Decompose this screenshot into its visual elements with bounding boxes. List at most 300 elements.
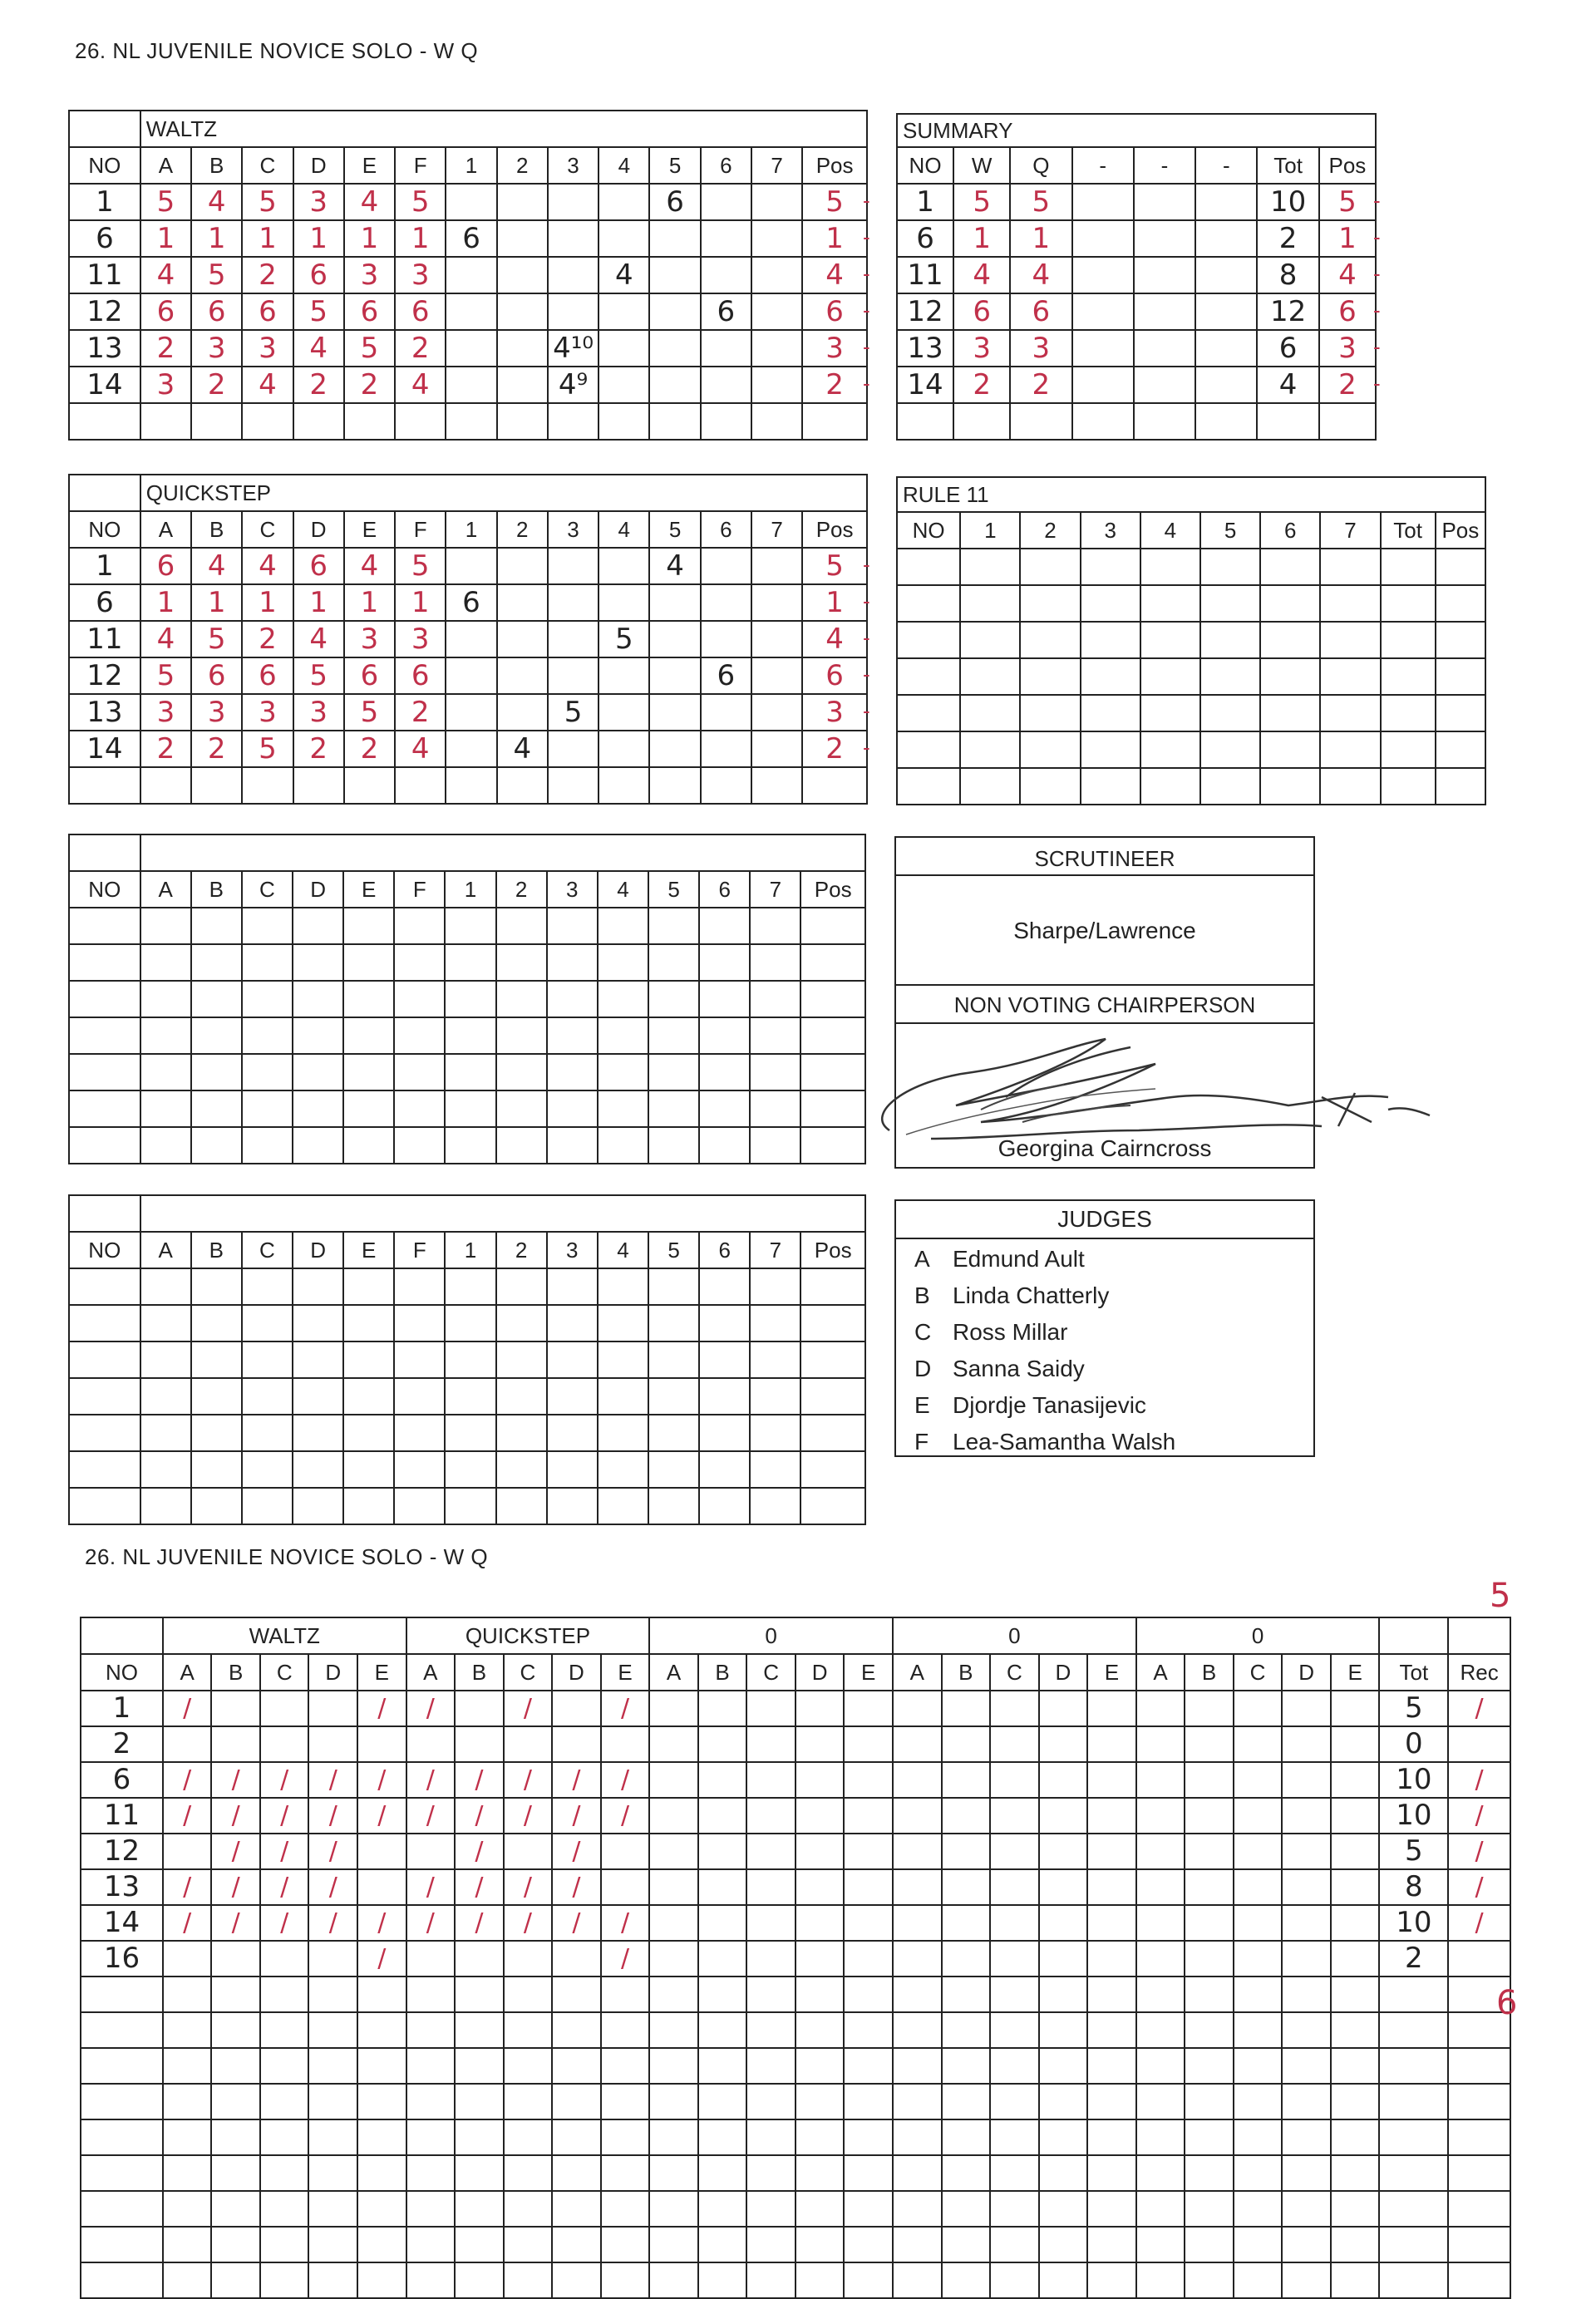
recall-mark — [504, 2155, 553, 2191]
column-header: D — [293, 511, 344, 548]
judge-mark: 4 — [191, 548, 242, 584]
competitor-no: 12 — [69, 293, 140, 330]
table-row — [69, 1127, 865, 1164]
recall-mark — [1039, 1726, 1088, 1762]
recall-mark — [942, 2191, 991, 2227]
dash-mark: - — [1373, 261, 1381, 286]
recall-mark — [1234, 1905, 1283, 1941]
place-count — [751, 257, 802, 293]
recall-mark — [1039, 2227, 1088, 2262]
recall-mark — [1331, 2048, 1380, 2084]
table-row — [81, 1726, 1510, 1762]
judge-mark: 3 — [242, 330, 293, 367]
judge-mark: 1 — [140, 584, 191, 621]
recall-mark — [1234, 2084, 1283, 2119]
competitor-no: 14 — [69, 367, 140, 403]
recall-mark — [698, 1869, 747, 1905]
recall-mark — [844, 2191, 893, 2227]
place-count — [598, 367, 649, 403]
place-count — [497, 548, 548, 584]
judge-column-header: A — [649, 1654, 698, 1691]
column-header: - — [1195, 147, 1257, 184]
table-row — [69, 657, 867, 694]
recall-mark — [504, 2191, 553, 2227]
recall-mark — [260, 2012, 309, 2048]
place-count — [497, 657, 548, 694]
recall-mark — [746, 1977, 796, 2012]
recall-mark: / — [308, 1834, 357, 1869]
recall-mark — [942, 1977, 991, 2012]
recall-mark — [163, 2012, 212, 2048]
position: 6 — [1319, 293, 1376, 330]
quickstep-place: 4 — [1010, 257, 1071, 293]
recall-mark — [990, 1691, 1039, 1726]
judge-mark: 4 — [242, 548, 293, 584]
competitor-no: 14 — [69, 731, 140, 767]
column-header: 4 — [598, 147, 649, 184]
recall-mark — [211, 2155, 260, 2191]
place-count — [446, 367, 496, 403]
recall-mark: / — [601, 1691, 650, 1726]
recall-mark — [844, 1941, 893, 1977]
recall-mark — [698, 2155, 747, 2191]
table-row — [81, 1905, 1510, 1941]
recall-mark — [893, 1691, 942, 1726]
column-header: F — [394, 871, 445, 908]
recall-mark — [990, 2048, 1039, 2084]
recall-mark — [357, 2119, 406, 2155]
place-count — [751, 657, 802, 694]
recall-mark — [1185, 2262, 1234, 2298]
recall-mark — [308, 2262, 357, 2298]
recall-mark: / — [163, 1691, 212, 1726]
competitor-no: 16 — [81, 1941, 163, 1977]
recall-mark — [990, 1834, 1039, 1869]
judge-column-header: D — [1282, 1654, 1331, 1691]
judge-mark: 4 — [140, 621, 191, 657]
recall-mark — [260, 1977, 309, 2012]
place-count: 4 — [649, 548, 700, 584]
dash-mark: - — [1373, 188, 1381, 213]
judge-column-header: A — [893, 1654, 942, 1691]
recall-mark — [1136, 2227, 1185, 2262]
recall-mark — [796, 2012, 845, 2048]
recall-mark — [163, 1941, 212, 1977]
recall-mark — [746, 1691, 796, 1726]
column-header: A — [140, 511, 191, 548]
dash-mark: - — [863, 625, 870, 650]
recall-mark — [1234, 2191, 1283, 2227]
place-count — [649, 220, 700, 257]
dance-name: QUICKSTEP — [140, 475, 867, 511]
table-row — [69, 1451, 865, 1488]
recall-mark — [308, 1691, 357, 1726]
column-header: NO — [69, 511, 140, 548]
judge-column-header: B — [211, 1654, 260, 1691]
recall-mark — [1331, 1834, 1380, 1869]
quickstep-place: 3 — [1010, 330, 1071, 367]
total — [1379, 2119, 1448, 2155]
judge-entry — [914, 1282, 1109, 1309]
recall-mark — [796, 1798, 845, 1834]
recall-mark: / — [552, 1798, 601, 1834]
recall-mark — [698, 1726, 747, 1762]
recall-mark — [357, 2084, 406, 2119]
judge-column-header: D — [308, 1654, 357, 1691]
recall-mark — [504, 2084, 553, 2119]
judge-mark: 5 — [293, 293, 344, 330]
place-count: 6 — [446, 220, 496, 257]
table-row — [69, 908, 865, 944]
recall-mark — [844, 2119, 893, 2155]
recall-mark — [990, 2262, 1039, 2298]
judge-column-header: A — [1136, 1654, 1185, 1691]
recall-mark — [163, 1726, 212, 1762]
recall-mark — [1331, 2227, 1380, 2262]
total: 2 — [1257, 220, 1318, 257]
recall-mark — [1087, 2262, 1136, 2298]
column-header: 4 — [598, 1232, 648, 1268]
column-header: 4 — [598, 871, 648, 908]
table-row — [81, 2084, 1510, 2119]
table-row — [81, 2191, 1510, 2227]
recall-mark: / — [552, 1869, 601, 1905]
position: 5 — [802, 548, 867, 584]
recall-mark — [552, 2262, 601, 2298]
recall-mark — [844, 2262, 893, 2298]
recall-mark: / — [260, 1834, 309, 1869]
recall-mark — [893, 2084, 942, 2119]
place-count — [446, 731, 496, 767]
column-header: 3 — [547, 871, 598, 908]
column-header: A — [140, 871, 191, 908]
judge-entry — [914, 1356, 1085, 1382]
recall-mark — [211, 2262, 260, 2298]
recall-mark — [698, 2048, 747, 2084]
judge-mark: 4 — [395, 367, 446, 403]
recall-mark — [990, 1905, 1039, 1941]
judge-mark: 4 — [344, 548, 395, 584]
judge-column-header: E — [844, 1654, 893, 1691]
competitor-no — [81, 2048, 163, 2084]
total: 0 — [1379, 1726, 1448, 1762]
recall-mark — [1331, 1941, 1380, 1977]
recall-mark — [552, 2084, 601, 2119]
judge-mark: 6 — [395, 657, 446, 694]
recall-mark: / — [211, 1834, 260, 1869]
recall-mark — [844, 1834, 893, 1869]
place-count — [497, 694, 548, 731]
recall-mark — [552, 1691, 601, 1726]
recall-mark — [942, 1726, 991, 1762]
column-header: NO — [897, 147, 953, 184]
place-count — [446, 548, 496, 584]
recall-mark — [601, 2012, 650, 2048]
competitor-no: 12 — [81, 1834, 163, 1869]
recall-mark — [1087, 1834, 1136, 1869]
recall-mark — [1234, 1941, 1283, 1977]
blank-dance-table-1 — [68, 834, 866, 1164]
recall-mark — [746, 1726, 796, 1762]
recall-mark — [601, 1977, 650, 2012]
place-count — [598, 184, 649, 220]
dash-mark: - — [1373, 298, 1381, 322]
recall-mark — [455, 1941, 504, 1977]
judge-entry — [914, 1429, 1175, 1455]
table-row — [69, 944, 865, 981]
recall-mark: / — [308, 1869, 357, 1905]
recall-mark — [1234, 2262, 1283, 2298]
place-count — [497, 367, 548, 403]
dance-group-header: 0 — [893, 1617, 1136, 1654]
dash-mark: - — [1373, 371, 1381, 396]
column-header: Pos — [800, 1232, 865, 1268]
position: 1 — [802, 584, 867, 621]
recall-mark — [308, 2227, 357, 2262]
place-count: 6 — [701, 293, 751, 330]
recall — [1448, 2262, 1510, 2298]
recall-mark — [455, 2012, 504, 2048]
recall-mark — [844, 2227, 893, 2262]
recall-mark — [163, 2262, 212, 2298]
recall-mark — [260, 1691, 309, 1726]
recall-mark — [990, 2012, 1039, 2048]
recall-mark — [1331, 1798, 1380, 1834]
recall-mark — [893, 2227, 942, 2262]
recall-mark — [1234, 1834, 1283, 1869]
recall-mark: / — [163, 1869, 212, 1905]
recall-mark — [746, 1798, 796, 1834]
judge-mark: 4 — [293, 330, 344, 367]
recall: / — [1448, 1834, 1510, 1869]
recall-mark — [260, 2155, 309, 2191]
judge-code: B — [914, 1282, 930, 1308]
judge-column-header: E — [1087, 1654, 1136, 1691]
judge-mark: 6 — [293, 257, 344, 293]
recall-mark — [649, 1869, 698, 1905]
total: 6 — [1257, 330, 1318, 367]
table-row — [69, 731, 867, 767]
table-row — [69, 1378, 865, 1415]
recall-mark — [455, 2191, 504, 2227]
recall: / — [1448, 1905, 1510, 1941]
column-header: 7 — [751, 511, 802, 548]
recall-mark — [1185, 1977, 1234, 2012]
judge-mark: 5 — [140, 657, 191, 694]
recall-mark — [844, 1869, 893, 1905]
recall-mark: / — [552, 1834, 601, 1869]
place-count — [649, 330, 700, 367]
recall-mark — [357, 2048, 406, 2084]
recall-mark — [260, 2119, 309, 2155]
scrutineer-value: Sharpe/Lawrence — [1013, 918, 1196, 943]
position: 4 — [802, 257, 867, 293]
recall-mark — [649, 1726, 698, 1762]
recall-mark — [1234, 1869, 1283, 1905]
recall-mark: / — [357, 1941, 406, 1977]
place-count — [548, 220, 598, 257]
recall-mark — [796, 2048, 845, 2084]
place-count: 6 — [649, 184, 700, 220]
recall-mark — [990, 2084, 1039, 2119]
recall-mark — [1185, 1834, 1234, 1869]
recall-mark — [504, 2119, 553, 2155]
recall-mark — [796, 1691, 845, 1726]
recall-mark — [1185, 2191, 1234, 2227]
table-row — [81, 2048, 1510, 2084]
place-count — [751, 584, 802, 621]
judge-mark: 5 — [344, 330, 395, 367]
recall-mark — [406, 2048, 456, 2084]
judge-entry — [914, 1319, 1067, 1346]
recall-mark — [844, 1762, 893, 1798]
judge-name: Linda Chatterly — [953, 1282, 1110, 1308]
recall-mark — [357, 2262, 406, 2298]
recall-mark — [455, 2262, 504, 2298]
recall-mark — [1331, 1762, 1380, 1798]
recall-mark — [746, 1869, 796, 1905]
recall-mark — [796, 2191, 845, 2227]
chairperson-label: NON VOTING CHAIRPERSON — [953, 992, 1256, 1017]
recall-mark — [1331, 1691, 1380, 1726]
recall-mark — [163, 2155, 212, 2191]
place-count — [548, 293, 598, 330]
competitor-no: 1 — [69, 548, 140, 584]
judge-mark: 4 — [191, 184, 242, 220]
recall-mark — [942, 1798, 991, 1834]
judge-entry — [914, 1392, 1146, 1419]
recall-mark — [990, 2227, 1039, 2262]
column-header: 5 — [648, 1232, 699, 1268]
recall-mark — [796, 1905, 845, 1941]
recall-mark — [698, 1762, 747, 1798]
recall-mark: / — [455, 1798, 504, 1834]
judge-mark: 5 — [395, 184, 446, 220]
recall-mark — [1234, 1726, 1283, 1762]
competitor-no: 13 — [897, 330, 953, 367]
judge-mark: 2 — [191, 731, 242, 767]
recall-mark — [406, 2227, 456, 2262]
column-header: 5 — [649, 147, 700, 184]
dance-group-header: WALTZ — [163, 1617, 406, 1654]
recall-mark — [1282, 2262, 1331, 2298]
recall-mark — [1039, 2191, 1088, 2227]
recall-mark — [357, 2012, 406, 2048]
dash-mark: - — [863, 371, 870, 396]
column-header: Pos — [802, 147, 867, 184]
place-count — [751, 220, 802, 257]
recall-mark: / — [211, 1798, 260, 1834]
recall-mark: / — [406, 1762, 456, 1798]
recall-mark — [406, 2262, 456, 2298]
competitor-no: 1 — [81, 1691, 163, 1726]
total — [1379, 2048, 1448, 2084]
column-header: Pos — [1319, 147, 1376, 184]
judges-label: JUDGES — [1057, 1206, 1152, 1232]
recall-mark: / — [211, 1905, 260, 1941]
recall-mark — [211, 2227, 260, 2262]
column-header: A — [140, 147, 191, 184]
judge-column-header: B — [942, 1654, 991, 1691]
recall-mark — [1039, 2048, 1088, 2084]
dance-name-blank — [140, 834, 865, 871]
recall-mark — [746, 2084, 796, 2119]
judge-mark: 1 — [191, 584, 242, 621]
column-header: 3 — [548, 147, 598, 184]
recall-mark — [1039, 2012, 1088, 2048]
place-count — [497, 184, 548, 220]
judge-mark: 2 — [293, 367, 344, 403]
recall-mark — [1039, 2119, 1088, 2155]
place-count — [446, 657, 496, 694]
quickstep-place: 2 — [1010, 367, 1071, 403]
column-header: 2 — [497, 147, 548, 184]
table-row — [81, 1977, 1510, 2012]
judge-column-header: C — [746, 1654, 796, 1691]
place-count — [446, 257, 496, 293]
recall-mark — [942, 2155, 991, 2191]
recall-mark — [601, 2155, 650, 2191]
judge-mark: 2 — [242, 257, 293, 293]
place-count: 6 — [701, 657, 751, 694]
judge-name: Ross Millar — [953, 1319, 1068, 1345]
recall-mark — [308, 2119, 357, 2155]
recall-mark: / — [406, 1905, 456, 1941]
recall-mark — [698, 1691, 747, 1726]
recall-mark — [1136, 1726, 1185, 1762]
column-header: C — [242, 511, 293, 548]
recall-mark — [504, 2262, 553, 2298]
recall-mark — [698, 1905, 747, 1941]
recall-mark — [1087, 1941, 1136, 1977]
event-title-2: 26. NL JUVENILE NOVICE SOLO - W Q — [85, 1544, 489, 1569]
quickstep-place: 6 — [1010, 293, 1071, 330]
recall-mark — [942, 1762, 991, 1798]
column-header: D — [293, 871, 343, 908]
judge-mark: 6 — [395, 293, 446, 330]
recall-mark — [942, 1691, 991, 1726]
recall-mark — [990, 1798, 1039, 1834]
competitor-no: 13 — [81, 1869, 163, 1905]
recall-mark — [649, 1941, 698, 1977]
recall-mark — [601, 2084, 650, 2119]
judge-column-header: D — [796, 1654, 845, 1691]
column-header: F — [394, 1232, 445, 1268]
table-row — [897, 403, 1376, 440]
recall-mark — [1282, 2119, 1331, 2155]
recall-mark: / — [504, 1691, 553, 1726]
recall-mark — [698, 1798, 747, 1834]
judge-code: E — [914, 1392, 930, 1418]
recall-mark: / — [552, 1762, 601, 1798]
place-count — [751, 367, 802, 403]
recall-mark — [990, 2191, 1039, 2227]
recall-mark: / — [260, 1869, 309, 1905]
position: 3 — [802, 330, 867, 367]
recall-mark — [698, 1834, 747, 1869]
recall-mark — [260, 1726, 309, 1762]
position: 2 — [802, 367, 867, 403]
judge-mark: 5 — [242, 184, 293, 220]
table-row — [69, 220, 867, 257]
table-row — [69, 981, 865, 1017]
column-header: E — [344, 147, 395, 184]
place-count — [497, 220, 548, 257]
judge-column-header: C — [504, 1654, 553, 1691]
place-count — [649, 657, 700, 694]
judge-mark: 6 — [242, 293, 293, 330]
judge-code: D — [914, 1356, 932, 1381]
